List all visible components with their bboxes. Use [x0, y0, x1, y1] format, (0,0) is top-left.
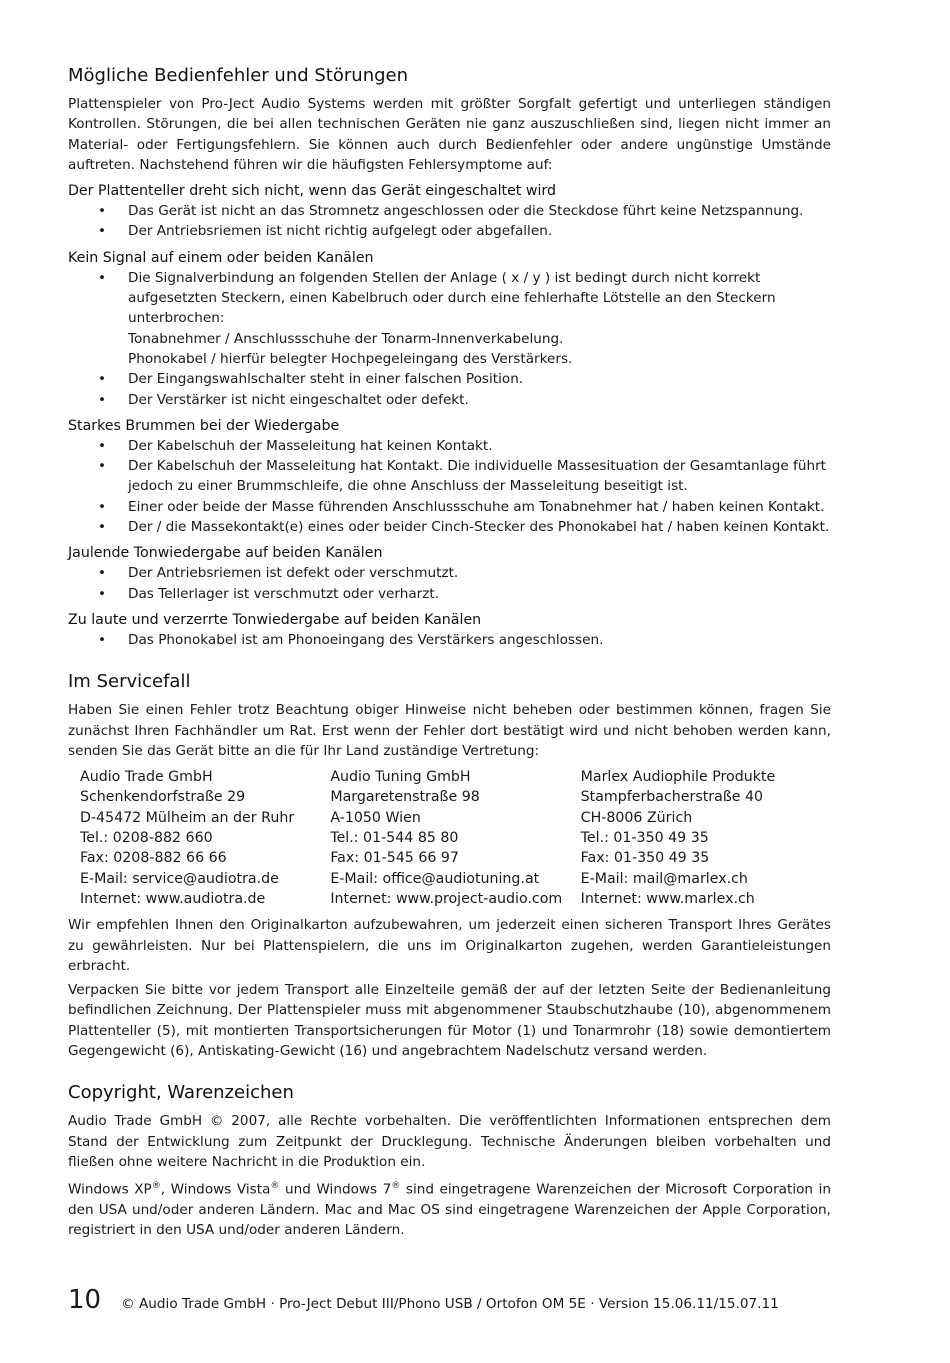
trademark-paragraph: Windows XP®, Windows Vista® und Windows 7® sind eingetragene Warenzeichen der Microsoft Corporation in den USA und/oder anderen Ländern. Mac and Mac OS sind eingetragene Warenzeichen der Apple Corporation, registriert in den USA und/oder anderen Ländern. [68, 1181, 831, 1239]
sub-line: Tonabnehmer / Anschlussschuhe der Tonarm-Innenverkabelung. [128, 330, 564, 347]
list-item: • Das Tellerlager ist verschmutzt oder verharzt. [68, 584, 831, 604]
troubleshooting-title: Mögliche Bedienfehler und Störungen [68, 65, 409, 86]
service-intro: Haben Sie einen Fehler trotz Beachtung obiger Hinweise nicht beheben oder bestimmen können, fragen Sie zunächst Ihren Fachhändler um Rat. Erst wenn der Fehler dort bestätigt wird und nicht behoben werden kann, senden Sie das Gerät bitte an die für Ihr Land zuständige Vertretung: [68, 702, 831, 759]
bullet: • [98, 203, 107, 220]
copyright-title: Copyright, Warenzeichen [68, 1082, 294, 1104]
page-number: 10 [68, 1285, 102, 1315]
symptom-heading: Der Plattenteller dreht sich nicht, wenn das Gerät eingeschaltet wird [68, 183, 557, 200]
symptom-heading: Kein Signal auf einem oder beiden Kanälen [68, 249, 374, 266]
bullet: • [98, 498, 107, 515]
symptom-heading: Zu laute und verzerrte Tonwiedergabe auf beiden Kanälen [68, 611, 482, 628]
bullet: • [98, 565, 107, 582]
list-item: • Die Signalverbindung an folgenden Stellen der Anlage ( x / y ) ist bedingt durch nicht korrekt aufgesetzten Steckern, einen Kabelbruch oder durch eine fehlerhafte Lötstelle an den Steckern unterbrochen: Tonabnehmer / Anschlussschuhe der Tonarm-Innenverkabelung. Phonokabel / hierfür belegter Hochpegeleingang des Verstärkers. [68, 268, 831, 369]
sub-line: Phonokabel / hierfür belegter Hochpegeleingang des Verstärkers. [128, 350, 573, 367]
symptom-heading: Starkes Brummen bei der Wiedergabe [68, 417, 340, 434]
list-item: • Der Antriebsriemen ist defekt oder verschmutzt. [68, 563, 831, 583]
troubleshooting-intro: Plattenspieler von Pro-Ject Audio Systems werden mit größter Sorgfalt gefertigt und unterliegen ständigen Kontrollen. Störungen, die bei allen technischen Geräten nie ganz auszuschließen sind, liegen nicht immer an Material- oder Fertigungsfehlern. Sie können auch durch Bedienfehler oder andere ungünstige Umstände auftreten. Nachstehend führen wir die häufigsten Fehlersymptome auf: [68, 96, 831, 173]
symptom-list [68, 436, 831, 537]
symptom-list [68, 201, 831, 242]
list-item: • Das Phonokabel ist am Phonoeingang des Verstärkers angeschlossen. [68, 630, 831, 650]
copyright-paragraph: Audio Trade GmbH © 2007, alle Rechte vorbehalten. Die veröffentlichten Informationen entsprechen dem Stand der Entwicklung zum Zeitpunkt der Drucklegung. Technische Änderungen bleiben vorbehalten und fließen ohne weitere Nachricht in die Produktion ein. [68, 1113, 831, 1170]
page-footer [68, 1285, 868, 1315]
list-item: • Der Eingangswahlschalter steht in einer falschen Position. [68, 369, 831, 389]
bullet: • [98, 519, 107, 536]
list-item: • Der Verstärker ist nicht eingeschaltet oder defekt. [68, 390, 831, 410]
symptom-list [68, 563, 831, 604]
list-item: • Der Kabelschuh der Masseleitung hat keinen Kontakt. [68, 436, 831, 456]
copyright-section [68, 1081, 831, 1240]
list-item: • Das Gerät ist nicht an das Stromnetz angeschlossen oder die Steckdose führt keine Netzspannung. [68, 201, 831, 221]
list-item: • Einer oder beide der Masse führenden Anschlussschuhe am Tonabnehmer hat / haben keinen Kontakt. [68, 497, 831, 517]
list-item: • Der Kabelschuh der Masseleitung hat Kontakt. Die individuelle Massesituation der Gesamtanlage führt jedoch zu einer Brummschleife, die ohne Anschluss der Masseleitung beseitigt ist. [98, 458, 826, 495]
list-item: • Der / die Massekontakt(e) eines oder beider Cinch-Stecker des Phonokabel hat / haben keinen Kontakt. [68, 517, 831, 537]
service-paragraph: Verpacken Sie bitte vor jedem Transport alle Einzelteile gemäß der auf der letzten Seite der Bedienanleitung befindlichen Zeichnung. Der Plattenspieler muss mit abgenommener Staubschutzhaube (10), abgenommenem Plattenteller (5), mit montierten Transportsicherungen für Motor (1) und Tonarmrohr (18) sowie demontiertem Gegengewicht (6), Antiskating-Gewicht (16) und angebrachtem Nadelschutz versand werden. [68, 982, 831, 1059]
address-block: Audio Trade GmbH Schenkendorfstraße 29 D-45472 Mülheim an der Ruhr Tel.: 0208-882 660 Fax: 0208-882 66 66 E-Mail: service@audiotra.de Internet: www.audiotra.de [80, 769, 295, 907]
bullet: • [98, 269, 107, 286]
bullet: • [98, 371, 107, 388]
footer-text: © Audio Trade GmbH · Pro-Ject Debut III/Phono USB / Ortofon OM 5E · Version 15.06.11/15.07.11 [121, 1296, 779, 1312]
page-content [68, 64, 831, 1245]
address-table [80, 767, 831, 909]
address-block: Audio Tuning GmbH Margaretenstraße 98 A-1050 Wien Tel.: 01-544 85 80 Fax: 01-545 66 97 E-Mail: office@audiotuning.at Internet: www.project-audio.com [330, 769, 563, 907]
bullet: • [98, 391, 107, 408]
service-paragraph: Wir empfehlen Ihnen den Originalkarton aufzubewahren, um jederzeit einen sicheren Transport Ihres Gerätes zu gewährleisten. Nur bei Plattenspielern, die uns im Originalkarton zugehen, werden Garantieleistungen erbracht. [68, 917, 831, 974]
symptom-list [68, 268, 831, 410]
bullet: • [98, 631, 107, 648]
bullet: • [98, 223, 107, 240]
address-block: Marlex Audiophile Produkte Stampferbacherstraße 40 CH-8006 Zürich Tel.: 01-350 49 35 Fax: 01-350 49 35 E-Mail: mail@marlex.ch Internet: www.marlex.ch [580, 769, 776, 907]
list-item: • Der Antriebsriemen ist nicht richtig aufgelegt oder abgefallen. [68, 221, 831, 241]
symptom-list [68, 630, 831, 650]
bullet: • [98, 585, 107, 602]
symptom-heading: Jaulende Tonwiedergabe auf beiden Kanälen [68, 545, 383, 562]
bullet: • [98, 458, 107, 475]
service-title: Im Servicefall [68, 671, 191, 693]
bullet: • [98, 437, 107, 454]
service-section [68, 670, 831, 1061]
